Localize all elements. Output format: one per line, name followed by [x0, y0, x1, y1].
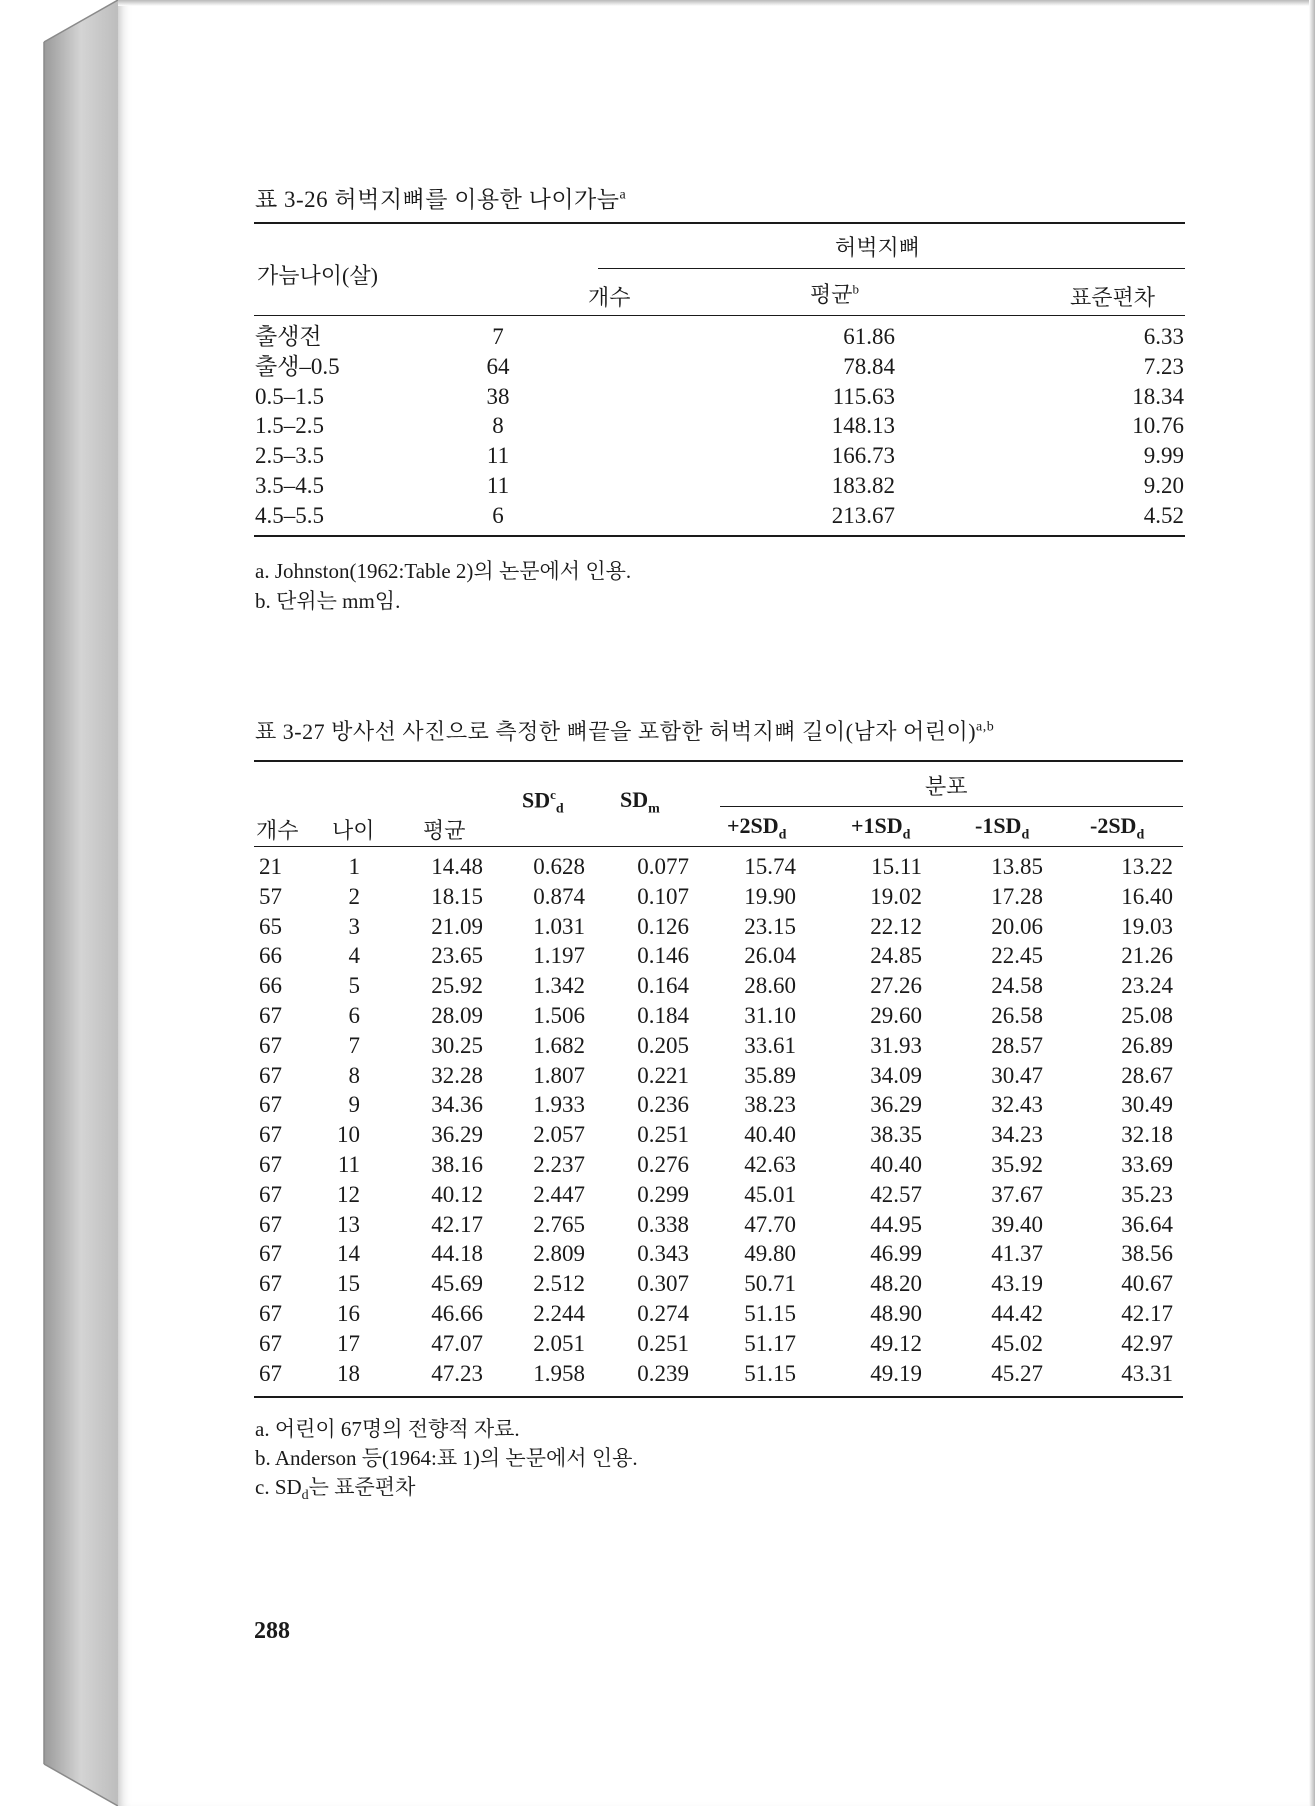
table2-cell: 19.90: [744, 883, 796, 909]
table2-cell: 7: [348, 1032, 360, 1058]
table2-cell: 35.23: [1121, 1181, 1173, 1207]
table2-cell: 34.23: [991, 1122, 1043, 1148]
table1-row: [255, 501, 1184, 531]
table2-cell: 19.03: [1121, 913, 1173, 939]
table1-cell: 78.84: [843, 353, 895, 379]
table1-cell: 2.5–3.5: [255, 443, 324, 469]
table2-cell: 2.809: [533, 1241, 585, 1267]
table2-cell: 49.12: [870, 1330, 922, 1356]
table2-note-a: a. 어린이 67명의 전향적 자료.: [255, 1417, 520, 1441]
table2-cell: 22.12: [870, 913, 922, 939]
table2-cell: 45.27: [991, 1360, 1043, 1386]
table2-cell: 24.58: [991, 973, 1043, 999]
table2-cell: 0.276: [637, 1151, 689, 1177]
table2-cell: 67: [259, 1300, 282, 1326]
table2-group-rule: [720, 806, 1183, 807]
table2-cell: 38.16: [431, 1151, 483, 1177]
table2-row: [255, 1329, 1183, 1359]
table2-cell: 23.65: [431, 943, 483, 969]
table2-cell: 1.342: [533, 973, 585, 999]
table1-cell: 11: [486, 443, 510, 469]
table2-header-m1-text: -1SD: [975, 813, 1022, 838]
table2-cell: 44.95: [870, 1211, 922, 1237]
table2-cell: 67: [259, 1062, 282, 1088]
table1-header-sd: 표준편차: [1070, 285, 1156, 310]
table2-title-sup: a,b: [976, 719, 995, 735]
table1-body: [255, 322, 1184, 531]
table2-header-sdm-sub: m: [648, 801, 660, 817]
table1-cell: 8: [492, 413, 504, 439]
table2-row: [255, 1150, 1183, 1180]
table2-cell: 32.18: [1121, 1122, 1173, 1148]
table2-top-rule: [254, 760, 1183, 762]
table1-cell: 10.76: [1132, 413, 1184, 439]
page-number: 288: [254, 1618, 290, 1644]
table2-cell: 51.15: [744, 1360, 796, 1386]
table2-cell: 12: [337, 1181, 360, 1207]
table2-cell: 1.933: [533, 1092, 585, 1118]
book-spine: [0, 0, 118, 1806]
table2-cell: 0.221: [637, 1062, 689, 1088]
table2-cell: 30.49: [1121, 1092, 1173, 1118]
table1-cell: 64: [486, 353, 510, 379]
table2-row: [255, 912, 1183, 942]
table1-title: [255, 181, 626, 214]
table2-note-c-sub: d: [301, 1488, 309, 1504]
table1-cell: 1.5–2.5: [255, 413, 324, 439]
table1-cell: 213.67: [831, 502, 895, 528]
table2-cell: 45.01: [744, 1181, 796, 1207]
book-page: [118, 0, 1315, 1806]
table2-cell: 2.237: [533, 1151, 585, 1177]
table2-title: [255, 715, 994, 746]
table2-cell: 14: [337, 1241, 360, 1267]
table2-header-mean: 평균: [423, 818, 466, 843]
table2-header-p2: [727, 813, 786, 843]
table2-cell: 17.28: [991, 883, 1043, 909]
table2-cell: 32.28: [431, 1062, 483, 1088]
table2-cell: 21: [259, 854, 282, 879]
table2-cell: 67: [259, 1002, 282, 1028]
table2-cell: 34.09: [870, 1062, 922, 1088]
table2-header-m1-sub: d: [1021, 827, 1030, 843]
table2-cell: 0.251: [637, 1330, 689, 1356]
table2-cell: 67: [259, 1181, 282, 1207]
table2-cell: 14.48: [431, 854, 483, 879]
table2-header-p1-sub: d: [902, 827, 911, 843]
table1-group-rule: [598, 268, 1185, 269]
table2-cell: 33.69: [1121, 1151, 1173, 1177]
table1-cell: 4.52: [1143, 502, 1184, 528]
table2-cell: 9: [348, 1092, 360, 1118]
table2-cell: 38.56: [1121, 1241, 1173, 1267]
table2-cell: 67: [259, 1330, 282, 1356]
page-right-edge: [1309, 0, 1315, 1806]
table2-cell: 10: [337, 1122, 360, 1148]
table2-cell: 28.60: [744, 973, 796, 999]
table2-cell: 67: [259, 1241, 282, 1267]
table2-cell: 30.25: [431, 1032, 483, 1058]
table2-cell: 51.17: [744, 1330, 796, 1356]
table1-row: [255, 352, 1184, 382]
table2-cell: 1.506: [533, 1002, 585, 1028]
table2-row: [255, 1120, 1183, 1150]
table2-cell: 41.37: [991, 1241, 1043, 1267]
table2-cell: 1.197: [533, 943, 585, 969]
table1-top-rule: [254, 222, 1185, 224]
table1-header-rule: [254, 315, 1185, 316]
table2-body: [255, 852, 1183, 1388]
table1-note-a: a. Johnston(1962:Table 2)의 논문에서 인용.: [255, 559, 632, 583]
table2-row: [255, 1239, 1183, 1269]
table2-header-m2: [1090, 813, 1144, 843]
table2-cell: 47.07: [431, 1330, 483, 1356]
table2-cell: 1.031: [533, 913, 585, 939]
table2-cell: 36.64: [1121, 1211, 1173, 1237]
table2-cell: 22.45: [991, 943, 1043, 969]
table1-cell: 6.33: [1143, 324, 1184, 349]
table2-cell: 40.40: [870, 1151, 922, 1177]
table1-cell: 9.20: [1143, 472, 1184, 498]
table2-cell: 65: [259, 913, 282, 939]
table2-cell: 38.35: [870, 1122, 922, 1148]
table2-cell: 42.17: [431, 1211, 483, 1237]
table2-cell: 45.69: [431, 1271, 483, 1297]
table2-cell: 67: [259, 1122, 282, 1148]
table1-row: [255, 441, 1184, 471]
table2-header-sdd: [522, 787, 564, 818]
table2-cell: 0.184: [637, 1002, 689, 1028]
table2-cell: 0.164: [637, 973, 689, 999]
table2-cell: 47.23: [431, 1360, 483, 1386]
table2-cell: 18.15: [431, 883, 483, 909]
table2-cell: 20.06: [991, 913, 1043, 939]
table2-cell: 0.236: [637, 1092, 689, 1118]
table1-cell: 7.23: [1143, 353, 1184, 379]
table2-cell: 4: [348, 943, 360, 969]
table2-cell: 43.31: [1121, 1360, 1173, 1386]
table2-cell: 34.36: [431, 1092, 483, 1118]
table2-cell: 46.66: [431, 1300, 483, 1326]
table2-row: [255, 1001, 1183, 1031]
table1-cell: 4.5–5.5: [255, 502, 324, 528]
table2-cell: 43.19: [991, 1271, 1043, 1297]
table2-header-p2-sub: d: [778, 827, 787, 843]
table2-header-group: 분포: [925, 774, 968, 799]
table2-row: [255, 1299, 1183, 1329]
table1-cell: 61.86: [843, 324, 895, 349]
table1-cell: 18.34: [1132, 383, 1184, 409]
table2-row: [255, 1210, 1183, 1240]
table1-header-age: 가늠나이(살): [257, 263, 378, 288]
table2-cell: 51.15: [744, 1300, 796, 1326]
table2-cell: 67: [259, 1360, 282, 1386]
table2-cell: 0.274: [637, 1300, 689, 1326]
table2-cell: 35.89: [744, 1062, 796, 1088]
table2-cell: 67: [259, 1211, 282, 1237]
table2-note-c-prefix: c. SD: [255, 1475, 302, 1499]
table2-header-sdd-sub: d: [555, 801, 564, 817]
table1-row: [255, 411, 1184, 441]
table2-cell: 48.90: [870, 1300, 922, 1326]
table2-title-text: 표 3-27 방사선 사진으로 측정한 뼈끝을 포함한 허벅지뼈 길이(남자 어린이): [255, 719, 977, 744]
table2-cell: 28.57: [991, 1032, 1043, 1058]
table2-cell: 0.343: [637, 1241, 689, 1267]
table2-cell: 46.99: [870, 1241, 922, 1267]
table2-cell: 50.71: [744, 1271, 796, 1297]
table2-header-sdm-text: SD: [620, 787, 649, 812]
table2-cell: 2: [348, 883, 360, 909]
table2-cell: 67: [259, 1092, 282, 1118]
table2-row: [255, 1031, 1183, 1061]
table2-row: [255, 971, 1183, 1001]
table1-row: [255, 382, 1184, 412]
table2-cell: 44.18: [431, 1241, 483, 1267]
table2-cell: 2.765: [533, 1211, 585, 1237]
table2-cell: 33.61: [744, 1032, 796, 1058]
table1-cell: 148.13: [831, 413, 895, 439]
table2-cell: 13.22: [1121, 854, 1173, 879]
table2-cell: 0.299: [637, 1181, 689, 1207]
table2-cell: 67: [259, 1271, 282, 1297]
table1-note-b: b. 단위는 mm임.: [255, 589, 401, 613]
table2-cell: 26.58: [991, 1002, 1043, 1028]
table2-header-m1: [975, 813, 1029, 843]
table2-cell: 2.057: [533, 1122, 585, 1148]
table1-bottom-rule: [254, 535, 1185, 537]
table1-cell: 7: [492, 324, 504, 349]
table2-cell: 5: [348, 973, 360, 999]
table1-title-text: 표 3-26 허벅지뼈를 이용한 나이가늠: [255, 187, 620, 212]
table2-cell: 25.08: [1121, 1002, 1173, 1028]
table1-cell: 166.73: [831, 443, 895, 469]
table2-cell: 8: [348, 1062, 360, 1088]
table2-note-c-suffix: 는 표준편차: [308, 1475, 416, 1499]
table2-cell: 15.74: [744, 854, 796, 879]
table2-cell: 49.80: [744, 1241, 796, 1267]
table2-cell: 39.40: [991, 1211, 1043, 1237]
table2-cell: 21.26: [1121, 943, 1173, 969]
table2-header-sdd-text: SD: [522, 787, 551, 813]
table2-cell: 2.244: [533, 1300, 585, 1326]
table2-row: [255, 882, 1183, 912]
table2-cell: 0.239: [637, 1360, 689, 1386]
table2-cell: 47.70: [744, 1211, 796, 1237]
table2-cell: 40.67: [1121, 1271, 1173, 1297]
table2-cell: 31.10: [744, 1002, 796, 1028]
table2-cell: 36.29: [431, 1122, 483, 1148]
table2-cell: 42.63: [744, 1151, 796, 1177]
table2-cell: 38.23: [744, 1092, 796, 1118]
table2-cell: 67: [259, 1032, 282, 1058]
table2-cell: 2.512: [533, 1271, 585, 1297]
table2-row: [255, 852, 1183, 882]
table2-cell: 25.92: [431, 973, 483, 999]
table1-cell: 38: [486, 383, 510, 409]
table2-cell: 1.807: [533, 1062, 585, 1088]
table2-cell: 29.60: [870, 1002, 922, 1028]
table2-header-m2-sub: d: [1136, 827, 1145, 843]
table2-cell: 1: [348, 854, 360, 879]
table2-header-rule: [254, 846, 1183, 847]
table2-cell: 45.02: [991, 1330, 1043, 1356]
table2-header-p2-text: +2SD: [727, 813, 779, 838]
table2-row: [255, 1061, 1183, 1091]
table2-cell: 27.26: [870, 973, 922, 999]
table1-title-sup: a: [619, 187, 627, 203]
table1-header-mean-text: 평균: [810, 282, 853, 307]
table1-cell: 출생–0.5: [255, 353, 340, 379]
page-top-edge: [118, 0, 1315, 6]
table2-header-sdd-sup: c: [550, 787, 556, 802]
table2-note-c: [255, 1471, 415, 1504]
table2-cell: 48.20: [870, 1271, 922, 1297]
table2-cell: 11: [337, 1151, 360, 1177]
table1-cell: 0.5–1.5: [255, 383, 324, 409]
table2-cell: 0.107: [637, 883, 689, 909]
table2-cell: 42.97: [1121, 1330, 1173, 1356]
table2-row: [255, 1359, 1183, 1389]
table2-header-p1: [851, 813, 910, 843]
table2-cell: 26.04: [744, 943, 796, 969]
table2-cell: 44.42: [991, 1300, 1043, 1326]
table2-cell: 36.29: [870, 1092, 922, 1118]
table2-cell: 32.43: [991, 1092, 1043, 1118]
table2-cell: 49.19: [870, 1360, 922, 1386]
table2-cell: 28.09: [431, 1002, 483, 1028]
table2-cell: 0.338: [637, 1211, 689, 1237]
table2-cell: 0.205: [637, 1032, 689, 1058]
table2-cell: 0.126: [637, 913, 689, 939]
table2-row: [255, 1269, 1183, 1299]
table2-cell: 37.67: [991, 1181, 1043, 1207]
table1-row: [255, 471, 1184, 501]
table2-cell: 0.251: [637, 1122, 689, 1148]
table2-cell: 30.47: [991, 1062, 1043, 1088]
table2-cell: 15: [337, 1271, 360, 1297]
table2-cell: 13: [337, 1211, 360, 1237]
table2-cell: 26.89: [1121, 1032, 1173, 1058]
table2-cell: 24.85: [870, 943, 922, 969]
table2-cell: 0.874: [533, 883, 585, 909]
table2-header-p1-text: +1SD: [851, 813, 903, 838]
table2-row: [255, 1090, 1183, 1120]
table2-cell: 28.67: [1121, 1062, 1173, 1088]
table2-header-age: 나이: [332, 818, 375, 843]
table2-cell: 57: [259, 883, 282, 909]
table2-row: [255, 941, 1183, 971]
table2-cell: 17: [337, 1330, 360, 1356]
table2-cell: 42.17: [1121, 1300, 1173, 1326]
table2-row: [255, 1180, 1183, 1210]
table2-cell: 66: [259, 943, 282, 969]
table1-header-group: 허벅지뼈: [835, 235, 921, 260]
table1-cell: 11: [486, 472, 510, 498]
table2-header-m2-text: -2SD: [1090, 813, 1137, 838]
table2-cell: 0.077: [637, 854, 689, 879]
table2-cell: 1.682: [533, 1032, 585, 1058]
table2-cell: 15.11: [871, 854, 922, 879]
table2-note-b: b. Anderson 등(1964:표 1)의 논문에서 인용.: [255, 1446, 638, 1470]
table1-row: [255, 322, 1184, 352]
table1-cell: 9.99: [1143, 443, 1184, 469]
table2-header-count: 개수: [256, 818, 299, 843]
table1-cell: 출생전: [255, 324, 322, 349]
table2-cell: 0.146: [637, 943, 689, 969]
table2-cell: 35.92: [991, 1151, 1043, 1177]
table2-cell: 23.15: [744, 913, 796, 939]
table1-header-mean-sup: b: [852, 281, 860, 297]
table2-cell: 13.85: [991, 854, 1043, 879]
table1-cell: 183.82: [831, 472, 895, 498]
table2-cell: 21.09: [431, 913, 483, 939]
table2-cell: 19.02: [870, 883, 922, 909]
table2-cell: 2.447: [533, 1181, 585, 1207]
table2-cell: 3: [348, 913, 360, 939]
table2-cell: 40.40: [744, 1122, 796, 1148]
table1-header-mean: [810, 278, 859, 309]
table2-cell: 40.12: [431, 1181, 483, 1207]
table2-cell: 16: [337, 1300, 360, 1326]
table2-cell: 67: [259, 1151, 282, 1177]
table2-cell: 23.24: [1121, 973, 1173, 999]
table2-cell: 6: [348, 1002, 360, 1028]
table2-cell: 42.57: [870, 1181, 922, 1207]
table1-header-count: 개수: [588, 285, 631, 310]
table2-header-sdm: [620, 787, 660, 817]
table1-cell: 115.63: [832, 383, 895, 409]
table2-cell: 16.40: [1121, 883, 1173, 909]
table2-cell: 0.628: [533, 854, 585, 879]
table2-cell: 0.307: [637, 1271, 689, 1297]
table2-cell: 31.93: [870, 1032, 922, 1058]
table2-cell: 1.958: [533, 1360, 585, 1386]
table2-cell: 66: [259, 973, 282, 999]
table2-cell: 18: [337, 1360, 360, 1386]
table1-cell: 6: [492, 502, 504, 528]
table2-cell: 2.051: [533, 1330, 585, 1356]
table1-cell: 3.5–4.5: [255, 472, 324, 498]
table2-bottom-rule: [254, 1396, 1183, 1398]
